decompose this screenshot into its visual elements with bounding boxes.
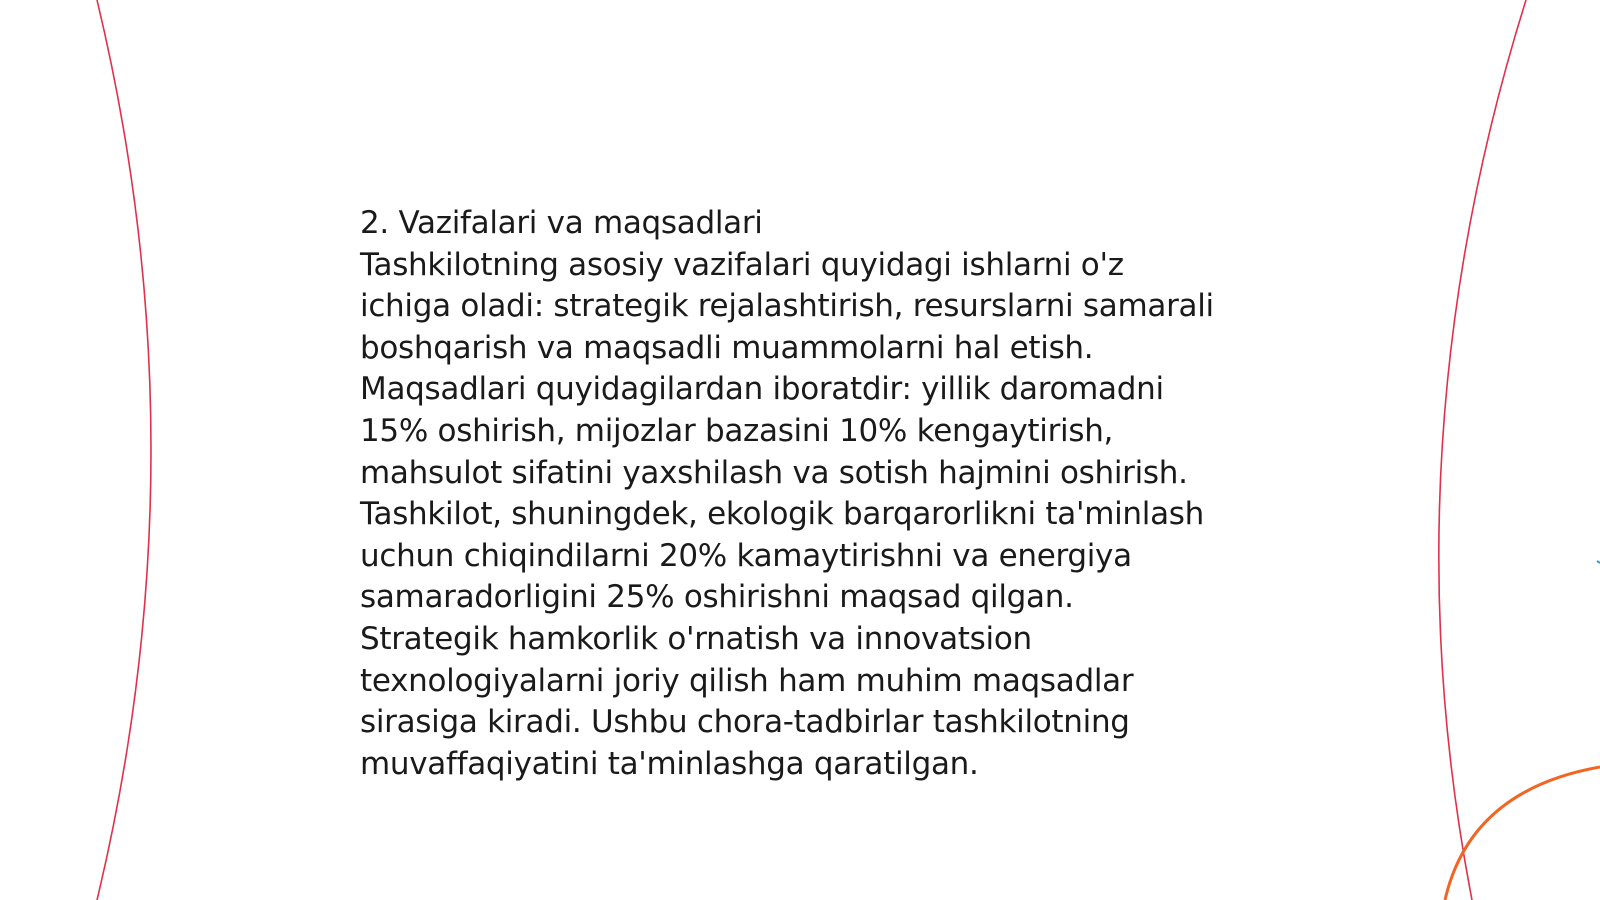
section-body: Tashkilotning asosiy vazifalari quyidagi ishlarni o'z ichiga oladi: strategik rejalashtirish, resurslarni samarali boshqarish va maqsadli muammolarni hal etish. Maqsadlari quyidagilardan iboratdir: yillik daromadni 15% oshirish, mijozlar bazasini 10% kengaytirish, mahsulot sifatini yaxshilash va sotish hajmini oshirish. Tashkilot, shuningdek, ekologik barqarorlikni ta'minlash uchun chiqindilarni 20% kamaytirishni va energiya samaradorligini 25% oshirishni maqsad qilgan. Strategik hamkorlik o'rnatish va innovatsion texnologiyalarni joriy qilish ham muhim maqsadlar sirasiga kiradi. Ushbu chora-tadbirlar tashkilotning muvaffaqiyatini ta'minlashga qaratilgan. — [360, 246, 1214, 782]
section-heading: 2. Vazifalari va maqsadlari — [360, 205, 763, 241]
content-text-box — [360, 203, 1220, 785]
left-arc — [97, 0, 151, 900]
right-arc — [1439, 0, 1526, 900]
